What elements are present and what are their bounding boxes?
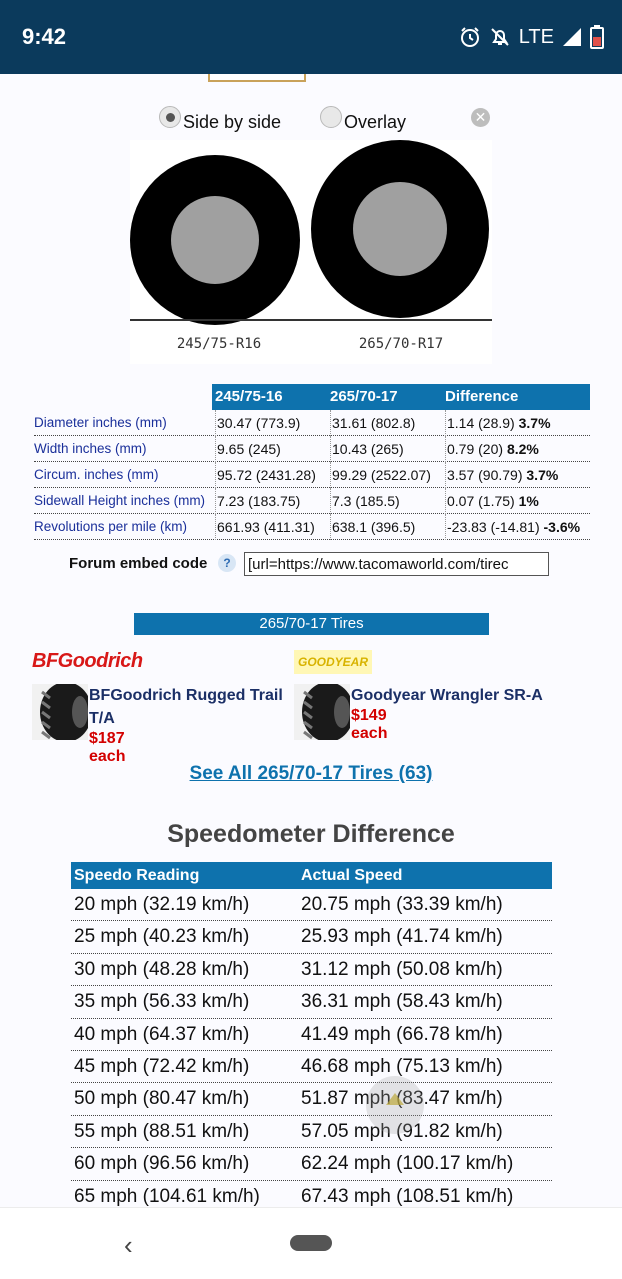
table-row bbox=[34, 488, 590, 514]
column-header: Actual Speed bbox=[301, 867, 403, 884]
table-row bbox=[71, 1181, 552, 1207]
tire-spec-table bbox=[34, 384, 590, 540]
table-row bbox=[71, 1083, 552, 1115]
actual-speed: 36.31 mph (58.43 km/h) bbox=[301, 991, 503, 1013]
row-label: Width inches (mm) bbox=[34, 441, 147, 456]
speedo-reading: 35 mph (56.33 km/h) bbox=[74, 991, 250, 1013]
table-row bbox=[71, 986, 552, 1018]
speedo-reading: 30 mph (48.28 km/h) bbox=[74, 958, 250, 980]
actual-speed: 25.93 mph (41.74 km/h) bbox=[301, 926, 503, 948]
speedometer-title: Speedometer Difference bbox=[167, 820, 455, 848]
see-all-tires-link[interactable]: See All 265/70-17 Tires (63) bbox=[189, 763, 433, 784]
difference-cell: 1.14 (28.9) 3.7% bbox=[445, 410, 551, 436]
table-row bbox=[34, 462, 590, 488]
actual-speed: 20.75 mph (33.39 km/h) bbox=[301, 894, 503, 915]
home-pill-icon[interactable] bbox=[290, 1235, 332, 1251]
difference-cell: 0.79 (20) 8.2% bbox=[445, 436, 539, 462]
product-name[interactable]: BFGoodrich Rugged Trail T/A bbox=[89, 687, 283, 727]
table-row bbox=[34, 436, 590, 462]
table-row bbox=[71, 889, 552, 921]
close-icon[interactable]: ✕ bbox=[471, 108, 490, 127]
table-row bbox=[34, 514, 590, 540]
table-row bbox=[71, 954, 552, 986]
value-cell: 7.23 (183.75) bbox=[215, 488, 300, 514]
product-price: $149 each bbox=[351, 707, 388, 742]
actual-speed: 57.05 mph (91.82 km/h) bbox=[301, 1120, 503, 1142]
table-header bbox=[34, 384, 590, 410]
status-bar bbox=[0, 0, 622, 74]
overlay-label[interactable]: Overlay bbox=[344, 112, 407, 132]
column-header: Difference bbox=[445, 388, 519, 405]
value-cell: 10.43 (265) bbox=[330, 436, 404, 462]
actual-speed: 31.12 mph (50.08 km/h) bbox=[301, 958, 503, 980]
tire-label-left: 245/75-R16 bbox=[176, 336, 262, 352]
tire-label-right: 265/70-R17 bbox=[358, 336, 444, 352]
speedo-reading: 45 mph (72.42 km/h) bbox=[74, 1055, 250, 1077]
speedo-reading: 65 mph (104.61 km/h) bbox=[74, 1185, 260, 1207]
actual-speed: 62.24 mph (100.17 km/h) bbox=[301, 1153, 514, 1175]
column-header: 245/75-16 bbox=[215, 388, 283, 405]
goodyear-logo[interactable]: GOODYEAR bbox=[294, 650, 372, 674]
view-mode-selector bbox=[0, 104, 622, 134]
speedo-reading: 50 mph (80.47 km/h) bbox=[74, 1088, 250, 1110]
tab-edge bbox=[208, 74, 306, 82]
table-header bbox=[71, 862, 552, 889]
row-label: Circum. inches (mm) bbox=[34, 467, 159, 482]
actual-speed: 41.49 mph (66.78 km/h) bbox=[301, 1023, 503, 1045]
tire-thumbnail[interactable] bbox=[294, 684, 350, 740]
tires-section-header: 265/70-17 Tires bbox=[134, 613, 489, 635]
difference-cell: 0.07 (1.75) 1% bbox=[445, 488, 539, 514]
value-cell: 638.1 (396.5) bbox=[330, 514, 415, 540]
table-row bbox=[71, 1019, 552, 1051]
column-header: 265/70-17 bbox=[330, 388, 398, 405]
row-label: Sidewall Height inches (mm) bbox=[34, 493, 206, 508]
speedometer-table bbox=[71, 862, 552, 1207]
battery-icon bbox=[590, 25, 604, 49]
table-row bbox=[34, 410, 590, 436]
embed-code-input[interactable] bbox=[244, 552, 549, 576]
side-by-side-label[interactable]: Side by side bbox=[183, 112, 282, 132]
status-time: 9:42 bbox=[22, 24, 67, 49]
help-icon[interactable]: ? bbox=[218, 554, 236, 572]
speedo-reading: 20 mph (32.19 km/h) bbox=[74, 894, 250, 915]
actual-speed: 67.43 mph (108.51 km/h) bbox=[301, 1185, 514, 1207]
value-cell: 661.93 (411.31) bbox=[215, 514, 315, 540]
speedo-reading: 40 mph (64.37 km/h) bbox=[74, 1023, 250, 1045]
navigation-bar bbox=[0, 1207, 622, 1279]
bfgoodrich-logo[interactable]: BFGoodrich bbox=[32, 650, 143, 672]
tire-comparison-image bbox=[130, 140, 492, 364]
arrow-up-icon bbox=[386, 1093, 404, 1105]
product-price: $187 each bbox=[89, 730, 126, 765]
back-icon[interactable]: ‹ bbox=[124, 1230, 133, 1260]
value-cell: 99.29 (2522.07) bbox=[330, 462, 431, 488]
overlay-radio[interactable] bbox=[320, 106, 342, 128]
actual-speed: 46.68 mph (75.13 km/h) bbox=[301, 1055, 503, 1077]
row-label: Diameter inches (mm) bbox=[34, 415, 167, 430]
speedo-reading: 55 mph (88.51 km/h) bbox=[74, 1120, 250, 1142]
signal-icon bbox=[562, 27, 582, 47]
value-cell: 31.61 (802.8) bbox=[330, 410, 415, 436]
rim-left bbox=[171, 196, 259, 284]
speedo-reading: 25 mph (40.23 km/h) bbox=[74, 926, 250, 948]
rim-right bbox=[353, 182, 447, 276]
speedo-reading: 60 mph (96.56 km/h) bbox=[74, 1153, 250, 1175]
tire-thumbnail[interactable] bbox=[32, 684, 88, 740]
product-name[interactable]: Goodyear Wrangler SR-A bbox=[351, 687, 543, 704]
table-row bbox=[71, 921, 552, 953]
column-header: Speedo Reading bbox=[74, 867, 200, 884]
table-row bbox=[71, 1116, 552, 1148]
network-type: LTE bbox=[518, 25, 554, 48]
scroll-to-top-button[interactable] bbox=[366, 1076, 424, 1134]
table-row bbox=[71, 1051, 552, 1083]
actual-speed: 51.87 mph (83.47 km/h) bbox=[301, 1088, 503, 1110]
value-cell: 95.72 (2431.28) bbox=[215, 462, 316, 488]
value-cell: 9.65 (245) bbox=[215, 436, 281, 462]
embed-label: Forum embed code bbox=[69, 555, 208, 572]
status-icons bbox=[459, 22, 604, 52]
side-by-side-radio[interactable] bbox=[159, 106, 181, 128]
forum-embed bbox=[0, 550, 622, 578]
alarm-icon bbox=[459, 26, 481, 48]
row-label: Revolutions per mile (km) bbox=[34, 519, 188, 534]
notifications-off-icon bbox=[489, 26, 511, 48]
value-cell: 30.47 (773.9) bbox=[215, 410, 300, 436]
difference-cell: 3.57 (90.79) 3.7% bbox=[445, 462, 558, 488]
table-row bbox=[71, 1148, 552, 1180]
value-cell: 7.3 (185.5) bbox=[330, 488, 400, 514]
difference-cell: -23.83 (-14.81) -3.6% bbox=[445, 514, 580, 540]
web-page bbox=[0, 74, 622, 1207]
